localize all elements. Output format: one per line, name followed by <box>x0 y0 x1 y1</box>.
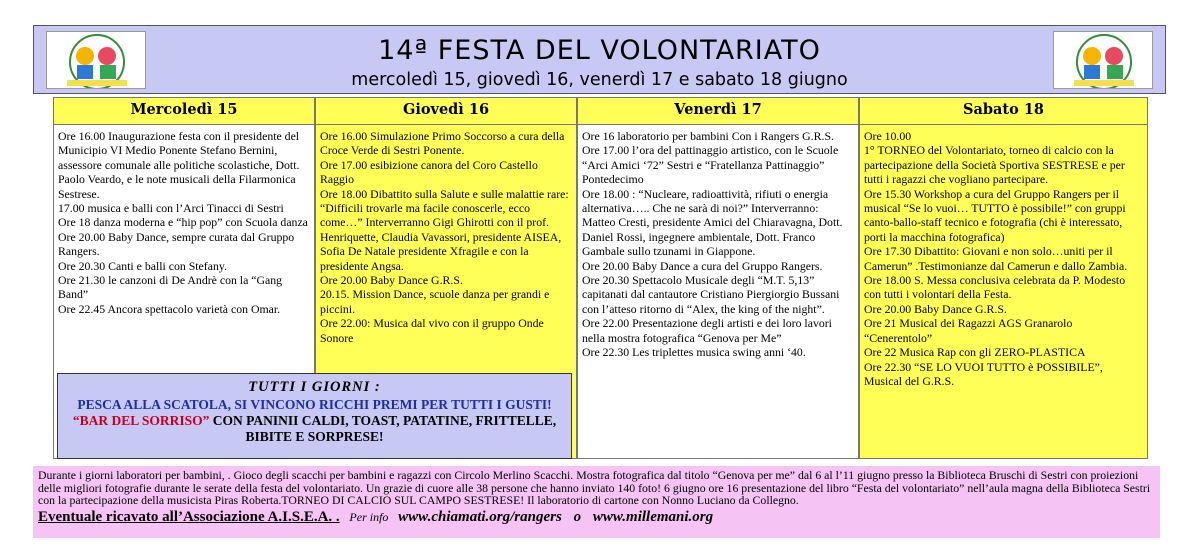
program-item: Ore 18.00 S. Messa conclusiva celebrata da P. Modesto con tutti i volontari della Festa. <box>864 273 1126 302</box>
or-separator: o <box>573 508 582 525</box>
program-item: Ore 10.00 <box>864 129 912 143</box>
fishing-box-line: PESCA ALLA SCATOLA, SI VINCONO RICCHI PREMI PER TUTTI I GUSTI! <box>77 397 552 412</box>
program-item: Ore 21 Musical dei Ragazzi AGS Granarolo “Cenerentolo” <box>864 316 1073 345</box>
program-item: 17.00 musica e balli con l’Arci Tinacci di Sestri <box>58 201 284 216</box>
program-item: Ore 18 danza moderna e “hip pop” con Scuola danza <box>58 215 308 230</box>
day-heading: Mercoledì 15 <box>54 98 314 125</box>
program-item: Ore 21.30 le canzoni di De Andrè con la “Gang Band” <box>58 273 283 302</box>
program-item: Ore 17.00 l’ora del pattinaggio artistico, con le Scuole “Arci Amici ‘72” Sestri e “Fratellanza Pattinaggio” Pontedecimo <box>582 143 839 187</box>
day-column-friday <box>577 97 859 459</box>
header-banner <box>33 25 1166 94</box>
day-program <box>54 125 314 316</box>
program-item: Ore 17.30 Dibattito: Giovani e non solo…uniti per il Camerun” .Testimonianze dal Camerun e dallo Zambia. <box>864 244 1128 273</box>
program-item: Ore 18.00 Dibattito sulla Salute e sulle malattie rare: “Difficili trovarle ma facile conoscerle, ecco come…” Interverranno Gigi Ghirotti con il prof. Henriquette, Claudia Vavassori, presidente AISEA, Sofia De Natale presidente Xfragile e con la presidente Angsa. <box>320 186 569 273</box>
website-link-rangers[interactable]: www.chiamati.org/rangers <box>398 508 562 525</box>
per-info-label: Per info <box>349 509 389 524</box>
festival-logo-right <box>1053 31 1153 89</box>
program-item: Ore 20.30 Canti e balli con Stefany. <box>58 258 227 273</box>
day-heading: Venerdì 17 <box>578 98 858 125</box>
footer-contacts <box>38 509 1155 526</box>
every-day-box <box>57 373 572 459</box>
program-item: Ore 17.00 esibizione canora del Coro Castello Raggio <box>320 157 538 187</box>
day-program <box>578 125 858 360</box>
day-program <box>860 125 1147 388</box>
program-item: Ore 16 laboratorio per bambini Con i Rangers G.R.S. <box>582 129 834 143</box>
program-item: Ore 18.00 : “Nucleare, radioattività, rifiuti o energia alternativa….. Che ne sarà di noi?” Interverranno: Matteo Cresti, presidente Amici del Chiaravagna, Dott. Daniel Rossi, ingegnere ambientale, Dott. Franco Gambale sullo tzunami in Giappone. <box>582 186 843 259</box>
footer-info <box>33 466 1160 538</box>
program-item: Ore 16.00 Inaugurazione festa con il presidente del Municipio VI Medio Ponente Stefano Bernini, assessore comunale alle politiche scolastiche, Dott. Paolo Veardo, e le note musicali della Filarmonica Sestrese. <box>58 129 300 201</box>
bar-offer: CON PANINII CALDI, TOAST, PATATINE, FRITTELLE, BIBITE E SORPRESE! <box>209 413 557 444</box>
program-item: 1° TORNEO del Volontariato, torneo di calcio con la partecipazione della Società Sportiva SESTRESE e per tutti i ragazzi che vogliano partecipare. <box>864 143 1125 187</box>
program-item: 20.15. Mission Dance, scuole danza per grandi e piccini. <box>320 287 550 316</box>
day-heading: Sabato 18 <box>860 98 1147 125</box>
program-item: Ore 20.00 Baby Dance, sempre curata dal Gruppo Rangers. <box>58 229 295 259</box>
every-day-heading: TUTTI I GIORNI : <box>248 379 381 395</box>
program-item: Ore 20.30 Spettacolo Musicale degli “M.T. 5,13” capitanati dal cantautore Cristiano Piergiorgio Bussani con l’atteso ritorno di “Alex, the king of the night”. <box>582 273 840 316</box>
ricavato-note: Eventuale ricavato all’Associazione A.I.S.E.A. . <box>38 508 340 525</box>
program-item: Ore 22.30 “SE LO VUOI TUTTO è POSSIBILE”, Musical del G.R.S. <box>864 359 1103 388</box>
day-heading: Giovedì 16 <box>316 98 576 125</box>
day-column-saturday <box>859 97 1148 459</box>
website-link-millemani[interactable]: www.millemani.org <box>592 508 714 525</box>
program-item: Ore 20.00 Baby Dance a cura del Gruppo Rangers. <box>582 258 823 273</box>
program-item: Ore 22.00 Presentazione degli artisti e dei loro lavori nella mostra fotografica “Genova per Me” <box>582 316 832 345</box>
program-item: Ore 22.30 Les triplettes musica swing anni ‘40. <box>582 345 806 360</box>
bar-line <box>58 413 571 445</box>
program-item: Ore 22.45 Ancora spettacolo varietà con Omar. <box>58 301 281 316</box>
program-item: Ore 22 Musica Rap con gli ZERO-PLASTICA <box>864 345 1086 360</box>
page-title: 14ª FESTA DEL VOLONTARIATO <box>378 35 821 66</box>
program-item: Ore 20.00 Baby Dance G.R.S. <box>864 301 1007 316</box>
program-item: Ore 16.00 Simulazione Primo Soccorso a cura della Croce Verde di Sestri Ponente. <box>320 129 565 158</box>
day-program <box>316 125 576 345</box>
program-item: Ore 22.00: Musica dal vivo con il gruppo Onde Sonore <box>320 316 544 345</box>
program-item: Ore 15.30 Workshop a cura del Gruppo Rangers per il musical “Se lo vuoi… TUTTO è possibile!” con gruppi canto-ballo-staff tecnico e fotografia (chi è interessato, porti la macchina fotografica) <box>864 186 1126 244</box>
footer-text: Durante i giorni laboratori per bambini, . Gioco degli scacchi per bambini e ragazzi con Circolo Merlino Scacchi. Mostra fotografica dal titolo “Genova per me” dal 6 al l’11 giugno presso la Biblioteca Bruschi di Sestri con proiezioni delle migliori fotografie durante le serate della festa del volontariato. Un grazie di cuore alle 38 persone che hanno inviato 140 foto! 6 giugno ore 16 presentazione del libro “Festa del volontariato” nell’aula magna della Biblioteca Sestri con la partecipazione della musicista Piras Roberta.TORNEO DI CALCIO SUL CAMPO SESTRESE! Il laboratorio di cartone con Nonno Luciano da Collegno. <box>38 468 1151 508</box>
program-item: Ore 20.00 Baby Dance G.R.S. <box>320 273 463 288</box>
bar-name: “BAR DEL SORRISO” <box>72 413 210 428</box>
page-subtitle: mercoledì 15, giovedì 16, venerdì 17 e sabato 18 giugno <box>351 70 848 90</box>
